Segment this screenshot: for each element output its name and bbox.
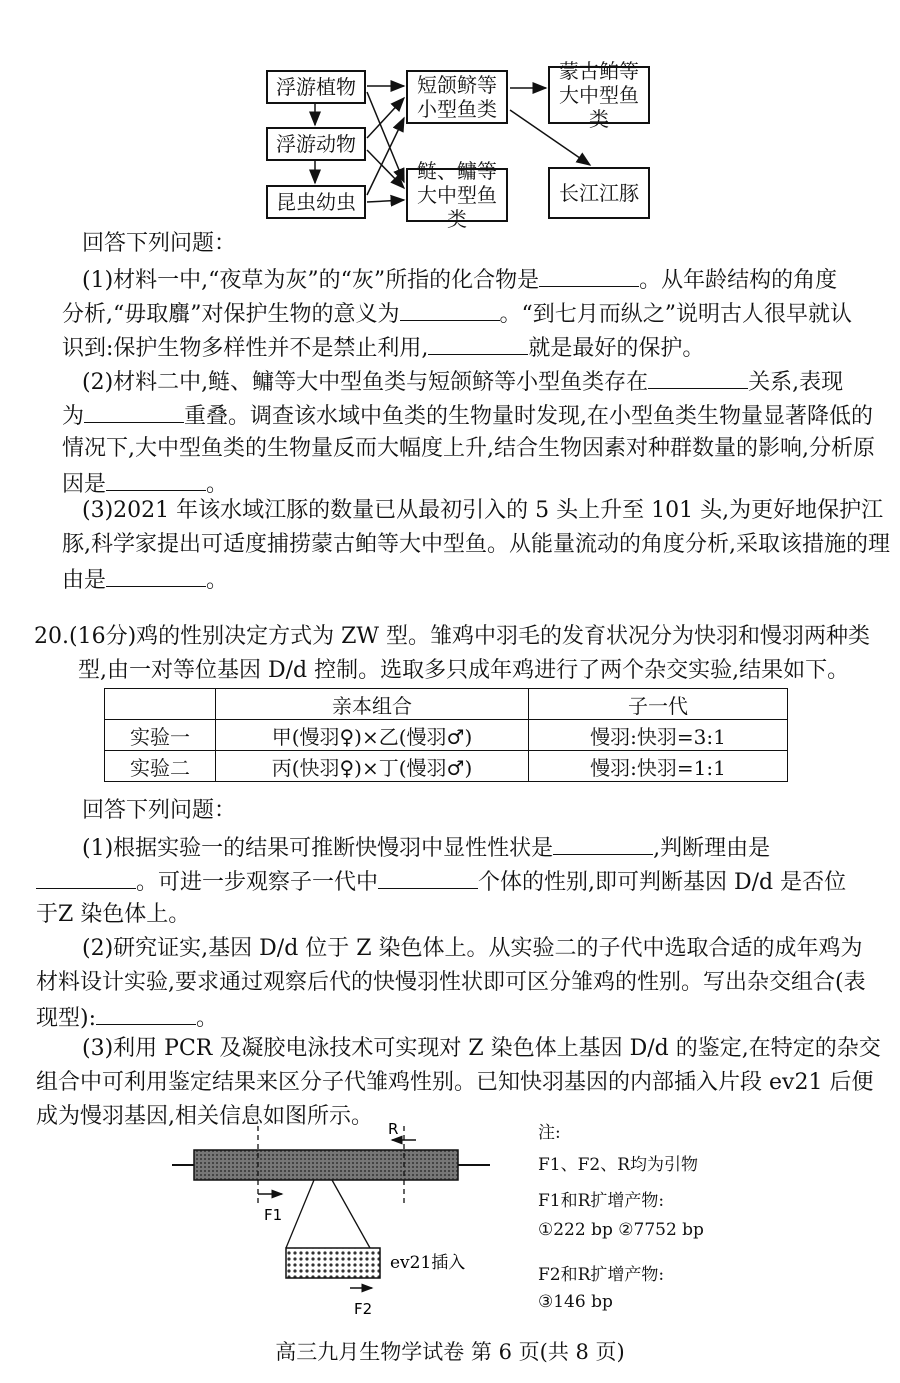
insert-callout-left xyxy=(286,1180,314,1248)
table-header-cell: 亲本组合 xyxy=(216,689,529,720)
arrow-larvae-silver xyxy=(367,200,404,202)
q19-p3-line2: 豚,科学家提出可适度捕捞蒙古鲌等大中型鱼。从能量流动的角度分析,采取该措施的理 xyxy=(62,532,890,557)
experiment-table xyxy=(104,688,788,782)
table-header-cell: 子一代 xyxy=(529,689,788,720)
q19-p2-line4: 因是 。 xyxy=(62,468,228,500)
q19-p1-line3: 识到:保护生物多样性并不是禁止利用, 就是最好的保护。 xyxy=(62,332,704,364)
note-line: F1、F2、R均为引物 xyxy=(538,1155,699,1175)
answer-blank[interactable] xyxy=(400,298,500,321)
note-line: ①222 bp ②7752 bp xyxy=(538,1220,704,1240)
q20-p3-line1: (3)利用 PCR 及凝胶电泳技术可实现对 Z 染色体上基因 D/d 的鉴定,在特定的杂交 xyxy=(82,1036,881,1061)
table-cell: 甲(慢羽♀)×乙(慢羽♂) xyxy=(216,720,529,751)
primer-r-label: R xyxy=(388,1120,399,1138)
table-cell: 慢羽:快羽=3:1 xyxy=(529,720,788,751)
ev21-insert-label: ev21插入 xyxy=(390,1253,466,1273)
q20-p1-line2: 。可进一步观察子一代中 个体的性别,即可判断基因 D/d 是否位 xyxy=(36,866,846,898)
node-porpoise: 长江江豚 xyxy=(548,167,650,219)
page-footer: 高三九月生物学试卷 第 6 页(共 8 页) xyxy=(275,1340,625,1364)
insert-callout-right xyxy=(332,1180,370,1248)
q19-p1-line2: 分析,“毋取麛”对保护生物的意义为 。“到七月而纵之”说明古人很早就认 xyxy=(62,298,852,330)
note-line: F2和R扩增产物: xyxy=(538,1265,665,1285)
q19-p3-line1: (3)2021 年该水域江豚的数量已从最初引入的 5 头上升至 101 头,为更好地保护江 xyxy=(82,498,884,523)
q20-p2-line2: 材料设计实验,要求通过观察后代的快慢羽性状即可区分雏鸡的性别。写出杂交组合(表 xyxy=(36,970,866,995)
q20-p2-line1: (2)研究证实,基因 D/d 位于 Z 染色体上。从实验二的子代中选取合适的成年鸡为 xyxy=(82,936,863,961)
primer-f1-label: F1 xyxy=(264,1206,283,1224)
answer-blank[interactable] xyxy=(648,366,748,389)
answer-blank[interactable] xyxy=(84,400,184,423)
node-silver-carp: 鲢、鳙等 大中型鱼类 xyxy=(406,168,508,222)
q20-p3-line3: 成为慢羽基因,相关信息如图所示。 xyxy=(36,1104,373,1129)
q19-p2-line3: 情况下,大中型鱼类的生物量反而大幅度上升,结合生物因素对种群数量的影响,分析原 xyxy=(62,436,875,461)
note-line: F1和R扩增产物: xyxy=(538,1191,665,1211)
node-mongolian-culter: 蒙古鲌等 大中型鱼类 xyxy=(548,66,650,124)
table-cell: 慢羽:快羽=1:1 xyxy=(529,751,788,782)
table-cell: 丙(快羽♀)×丁(慢羽♂) xyxy=(216,751,529,782)
answer-blank[interactable] xyxy=(36,866,136,889)
answer-blank[interactable] xyxy=(553,832,653,855)
answer-blank[interactable] xyxy=(428,332,528,355)
answer-blank[interactable] xyxy=(106,468,206,491)
pcr-gene-diagram xyxy=(160,1118,510,1328)
table-row xyxy=(105,720,788,751)
note-title: 注: xyxy=(538,1123,561,1143)
q20-p2-line3: 现型): 。 xyxy=(36,1002,218,1034)
q19-p2-line1: (2)材料二中,鲢、鳙等大中型鱼类与短颌鲚等小型鱼类存在 关系,表现 xyxy=(82,366,843,398)
node-small-fish: 短颌鲚等 小型鱼类 xyxy=(406,70,508,124)
table-header-cell xyxy=(105,689,216,720)
q20-prompt: 回答下列问题： xyxy=(82,798,237,823)
table-header-row xyxy=(105,689,788,720)
note-line: ③146 bp xyxy=(538,1292,613,1312)
node-insect-larvae: 昆虫幼虫 xyxy=(266,185,366,219)
q19-p2-line2: 为 重叠。调查该水域中鱼类的生物量时发现,在小型鱼类生物量显著降低的 xyxy=(62,400,873,432)
q20-p1-line3: 于Z 染色体上。 xyxy=(36,902,191,927)
table-row xyxy=(105,751,788,782)
answer-blank[interactable] xyxy=(378,866,478,889)
node-zooplankton: 浮游动物 xyxy=(266,127,366,161)
q20-intro-line2: 型,由一对等位基因 D/d 控制。选取多只成年鸡进行了两个杂交实验,结果如下。 xyxy=(78,658,850,683)
q20-p1-line1: (1)根据实验一的结果可推断快慢羽中显性性状是 ,判断理由是 xyxy=(82,832,770,864)
answer-blank[interactable] xyxy=(106,564,206,587)
q20-intro-line1: 20.(16分)鸡的性别决定方式为 ZW 型。雏鸡中羽毛的发育状况分为快羽和慢羽两种类 xyxy=(34,624,871,649)
q19-p3-line3: 由是 。 xyxy=(62,564,228,596)
node-phytoplankton: 浮游植物 xyxy=(266,70,366,104)
q19-p1-line1: (1)材料一中,“夜草为灰”的“灰”所指的化合物是 。从年龄结构的角度 xyxy=(82,264,837,296)
ev21-insert-block xyxy=(286,1248,380,1278)
answer-blank[interactable] xyxy=(96,1002,196,1025)
table-cell: 实验二 xyxy=(105,751,216,782)
q20-p3-line2: 组合中可利用鉴定结果来区分子代雏鸡性别。已知快羽基因的内部插入片段 ev21 后便 xyxy=(36,1070,874,1095)
answer-blank[interactable] xyxy=(539,264,639,287)
gene-block xyxy=(194,1150,458,1180)
primer-f2-label: F2 xyxy=(354,1300,373,1318)
table-cell: 实验一 xyxy=(105,720,216,751)
q19-prompt: 回答下列问题： xyxy=(82,231,237,256)
